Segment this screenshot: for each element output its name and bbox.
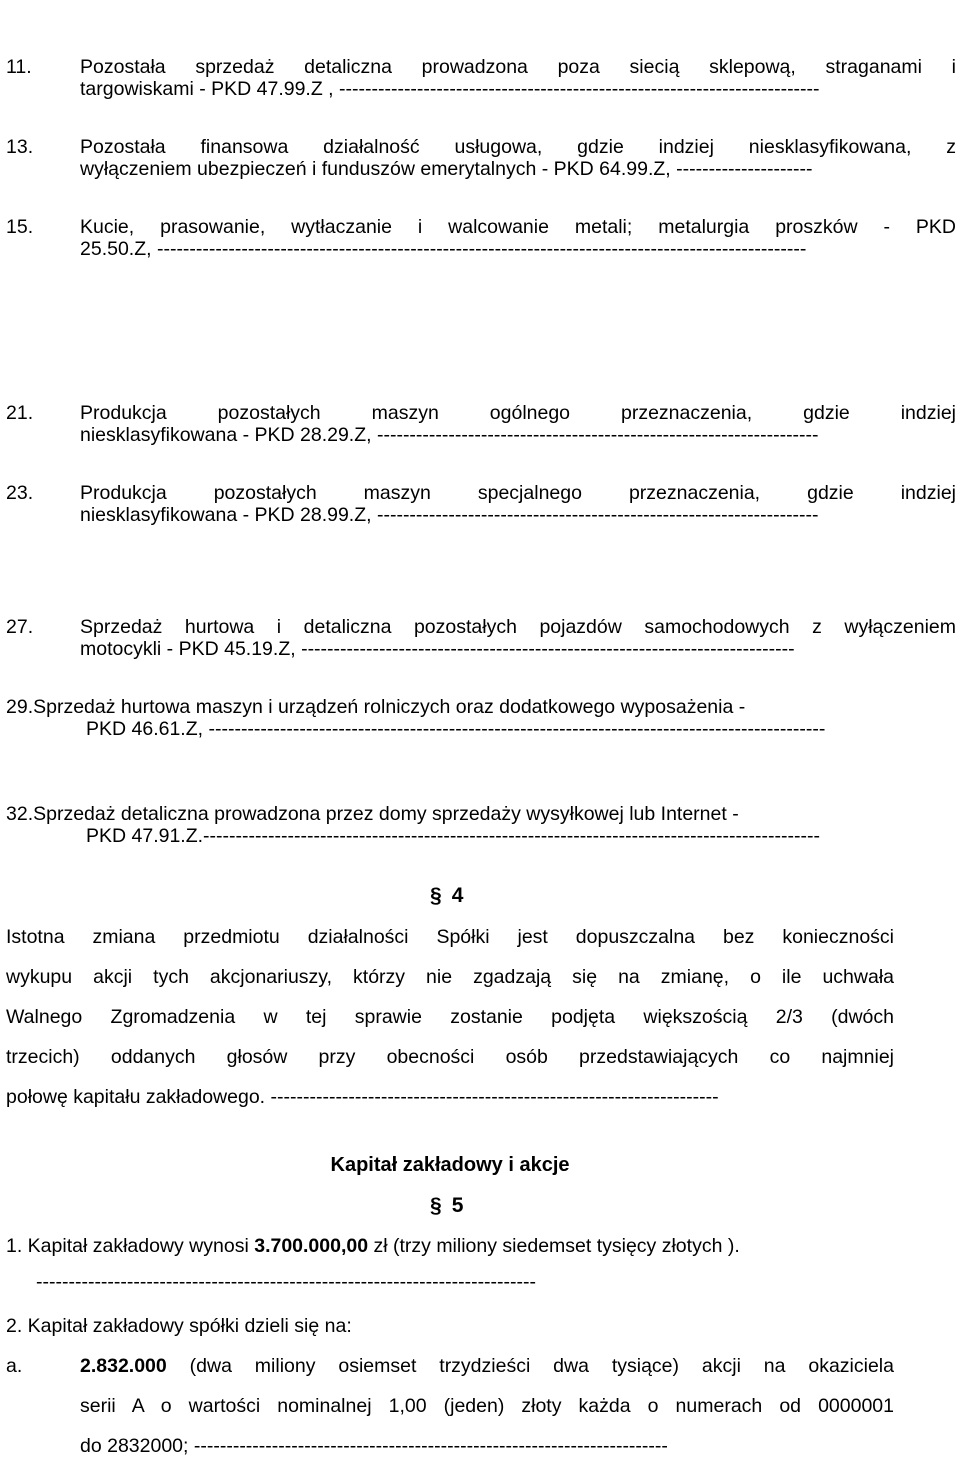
- sub-item-label: a.: [6, 1355, 23, 1377]
- section-symbol: §: [430, 884, 442, 907]
- share-series-a: 2.832.000 (dwa miliony osiemset trzydzieści dwa tysiące) akcji na okaziciela serii A o wartości nominalnej 1,00 (jeden) złoty każda o numerach od 0000001 do 2832000; -------------------------------------------------------------------------: [80, 1355, 894, 1457]
- list-item: 15. Kucie, prasowanie, wytłaczanie i walcowanie metali; metalurgia proszków - PKD 25.50.Z, ----------------------------------------------------------------------------------------------------: [6, 216, 956, 261]
- list-item: 32.Sprzedaż detaliczna prowadzona przez domy sprzedaży wysyłkowej lub Internet - PKD 47.91.Z.-----------------------------------------------------------------------------------------------: [6, 803, 820, 848]
- list-item: 29.Sprzedaż hurtowa maszyn i urządzeń rolniczych oraz dodatkowego wyposażenia - PKD 46.61.Z, -----------------------------------------------------------------------------------------------: [6, 696, 826, 741]
- section-number: 4: [451, 884, 464, 907]
- list-item: 27. Sprzedaż hurtowa i detaliczna pozostałych pojazdów samochodowych z wyłączeniem motocykli - PKD 45.19.Z, ----------------------------------------------------------------------------: [6, 616, 956, 661]
- capital-amount-line: 1. Kapitał zakładowy wynosi 3.700.000,00 zł (trzy miliony siedemset tysięcy złotych ).: [6, 1235, 740, 1257]
- section-symbol: §: [430, 1194, 442, 1217]
- section-heading-5: [430, 1194, 463, 1218]
- section-4-paragraph: Istotna zmiana przedmiotu działalności Spółki jest dopuszczalna bez konieczności wykupu akcji tych akcjonariuszy, którzy nie zgadzają się na zmianę, o ile uchwała Walnego Zgromadzenia w tej sprawie zostanie podjęta większością 2/3 (dwóch trzecich) oddanych głosów przy obecności osób przedstawiających co najmniej połowę kapitału zakładowego. ---------------------------------------------------------------------: [6, 926, 894, 1108]
- dash-line: -----------------------------------------------------------------------------: [36, 1271, 537, 1293]
- list-item: 11. Pozostała sprzedaż detaliczna prowadzona poza siecią sklepową, straganami i targowiskami - PKD 47.99.Z , --------------------------------------------------------------------------: [6, 56, 956, 101]
- chapter-heading: Kapitał zakładowy i akcje: [330, 1154, 570, 1176]
- list-item: 13. Pozostała finansowa działalność usługowa, gdzie indziej niesklasyfikowana, z wyłączeniem ubezpieczeń i funduszów emerytalnych - PKD 64.99.Z, ---------------------: [6, 136, 956, 181]
- capital-amount: 3.700.000,00: [254, 1235, 369, 1257]
- section-number: 5: [451, 1194, 464, 1217]
- share-count: 2.832.000: [80, 1355, 167, 1377]
- section-heading-4: [430, 884, 463, 908]
- list-item: 23. Produkcja pozostałych maszyn specjalnego przeznaczenia, gdzie indziej niesklasyfikowana - PKD 28.99.Z, --------------------------------------------------------------------: [6, 482, 956, 527]
- shares-intro: 2. Kapitał zakładowy spółki dzieli się na:: [6, 1315, 352, 1337]
- list-item: 21. Produkcja pozostałych maszyn ogólnego przeznaczenia, gdzie indziej niesklasyfikowana - PKD 28.29.Z, --------------------------------------------------------------------: [6, 402, 956, 447]
